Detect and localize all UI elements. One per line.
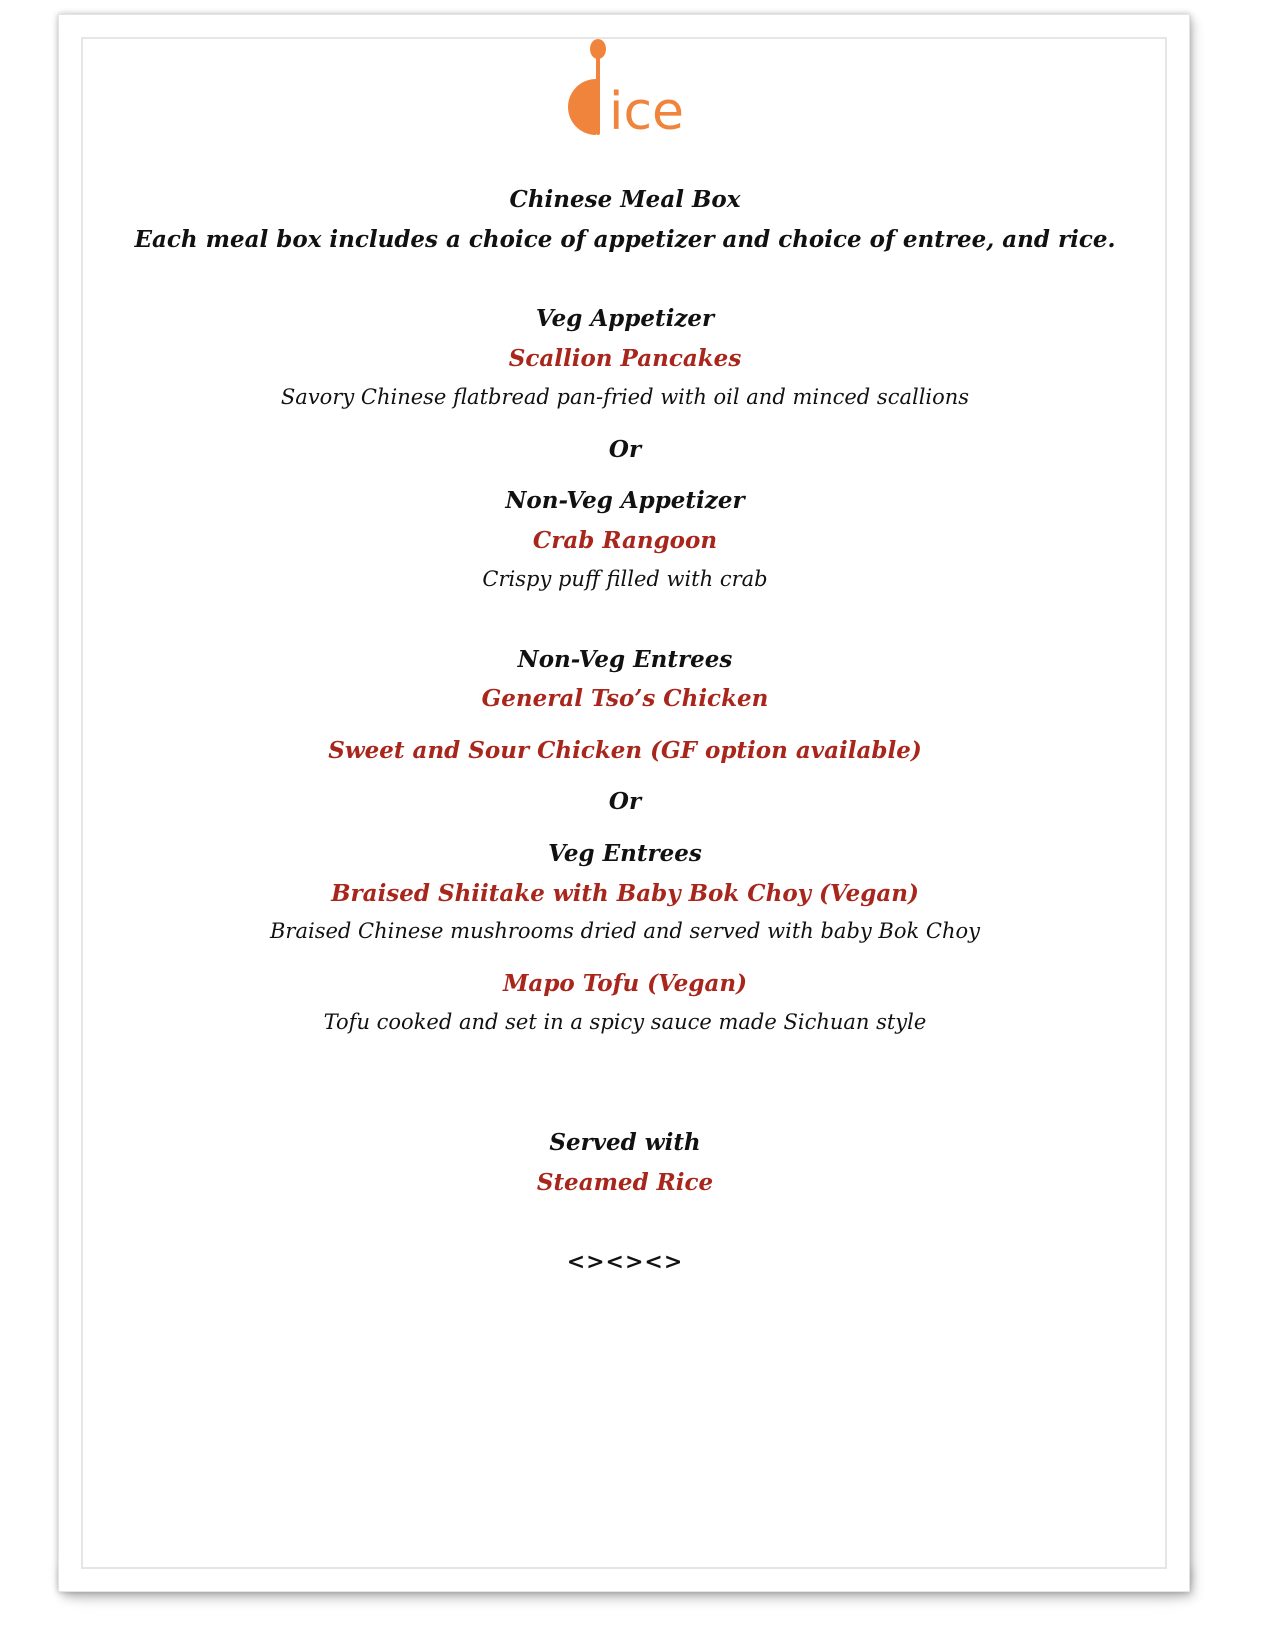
veg-entrees-heading: Veg Entrees (548, 840, 702, 867)
braised-shiitake-dish: Braised Shiitake with Baby Bok Choy (Vegan) (331, 880, 919, 907)
served-with-heading: Served with (549, 1129, 701, 1156)
nonveg-appetizer-heading: Non-Veg Appetizer (505, 487, 745, 514)
menu-page (58, 14, 1190, 1592)
end-separator: <><><> (566, 1249, 684, 1275)
scallion-pancakes-dish: Scallion Pancakes (508, 345, 742, 372)
general-tsos-chicken-dish: General Tso’s Chicken (481, 685, 769, 712)
menu-content (59, 15, 1191, 1593)
or-divider-2: Or (608, 788, 642, 815)
menu-subtitle: Each meal box includes a choice of appetizer and choice of entree, and rice. (134, 226, 1116, 253)
menu-title: Chinese Meal Box (509, 186, 741, 213)
braised-shiitake-description: Braised Chinese mushrooms dried and served with baby Bok Choy (269, 919, 980, 943)
nonveg-entrees-heading: Non-Veg Entrees (517, 646, 733, 673)
veg-appetizer-heading: Veg Appetizer (535, 305, 715, 332)
crab-rangoon-dish: Crab Rangoon (532, 527, 718, 554)
logo-text: ice (609, 82, 685, 142)
steamed-rice-dish: Steamed Rice (536, 1169, 714, 1196)
mapo-tofu-dish: Mapo Tofu (Vegan) (502, 970, 748, 997)
or-divider-1: Or (608, 436, 642, 463)
sweet-sour-chicken-dish: Sweet and Sour Chicken (GF option available) (328, 737, 922, 764)
scallion-pancakes-description: Savory Chinese flatbread pan-fried with oil and minced scallions (280, 385, 970, 409)
mapo-tofu-description: Tofu cooked and set in a spicy sauce made Sichuan style (323, 1010, 927, 1034)
crab-rangoon-description: Crispy puff filled with crab (482, 567, 768, 591)
